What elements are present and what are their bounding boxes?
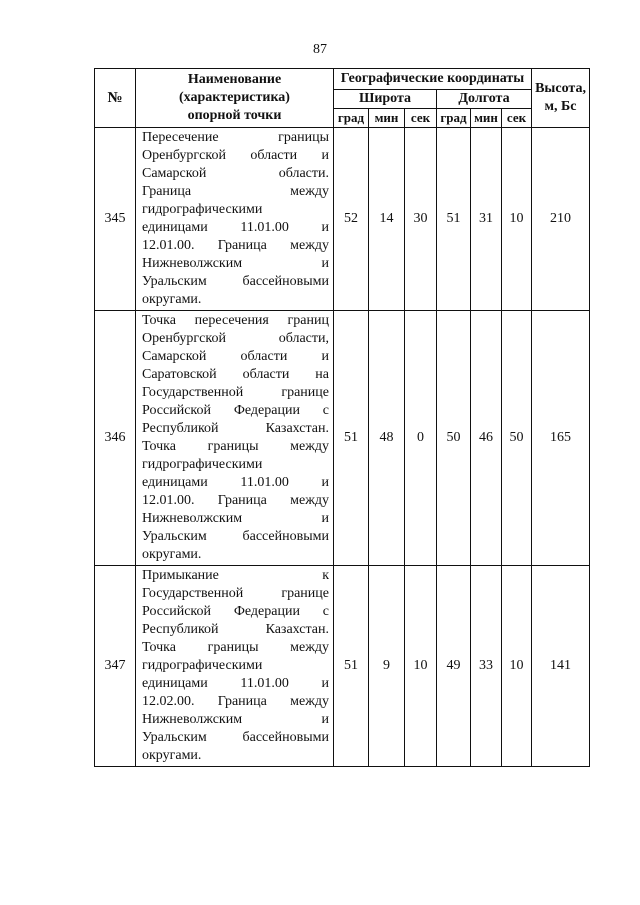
description-line: Государственной границе [142, 586, 329, 601]
description-line: Точка границы между [142, 439, 329, 454]
table-row [95, 128, 590, 311]
header-name-line: опорной точки [187, 108, 282, 123]
description-line: Уральским бассейновыми [142, 529, 329, 544]
header-latitude: Широта [334, 90, 437, 109]
latitude-seconds: 0 [405, 311, 437, 566]
description-line: Граница между [142, 184, 329, 199]
description-line: Примыкание к [142, 568, 329, 583]
description-line: Уральским бассейновыми [142, 274, 329, 289]
description-line: округами. [142, 748, 202, 763]
table-row [95, 566, 590, 767]
point-description [136, 566, 334, 767]
longitude-minutes: 31 [471, 128, 502, 311]
height-value: 210 [532, 128, 590, 311]
row-number: 345 [95, 128, 136, 311]
header-name [136, 69, 334, 128]
description-line: Российской Федерации с [142, 403, 329, 418]
latitude-degrees: 51 [334, 566, 369, 767]
description-line: Нижневолжским и [142, 256, 329, 271]
description-line: Государственной границе [142, 385, 329, 400]
description-line: округами. [142, 292, 202, 307]
latitude-degrees: 51 [334, 311, 369, 566]
header-height-line: м, Бс [544, 99, 577, 114]
description-line: единицами 11.01.00 и [142, 475, 329, 490]
description-line: Самарской области. [142, 166, 329, 181]
description-line: гидрографическими [142, 202, 263, 217]
header-number: № [95, 69, 136, 128]
point-description [136, 311, 334, 566]
header-lat-deg: град [334, 109, 369, 128]
description-line: Российской Федерации с [142, 604, 329, 619]
description-line: Уральским бассейновыми [142, 730, 329, 745]
header-lon-min: мин [471, 109, 502, 128]
height-value: 141 [532, 566, 590, 767]
description-line: 12.02.00. Граница между [142, 694, 329, 709]
longitude-seconds: 10 [502, 566, 532, 767]
longitude-seconds: 50 [502, 311, 532, 566]
description-line: единицами 11.01.00 и [142, 220, 329, 235]
latitude-seconds: 30 [405, 128, 437, 311]
description-line: гидрографическими [142, 457, 263, 472]
latitude-minutes: 9 [369, 566, 405, 767]
point-description [136, 128, 334, 311]
header-height [532, 69, 590, 128]
longitude-degrees: 49 [437, 566, 471, 767]
latitude-seconds: 10 [405, 566, 437, 767]
description-line: 12.01.00. Граница между [142, 493, 329, 508]
description-line: Самарской области и [142, 349, 329, 364]
description-line: единицами 11.01.00 и [142, 676, 329, 691]
header-lon-deg: град [437, 109, 471, 128]
row-number: 346 [95, 311, 136, 566]
description-line: Нижневолжским и [142, 712, 329, 727]
header-longitude: Долгота [437, 90, 532, 109]
description-line: округами. [142, 547, 202, 562]
longitude-minutes: 33 [471, 566, 502, 767]
description-line: Оренбургской области и [142, 148, 329, 163]
page-number: 87 [313, 42, 327, 57]
longitude-degrees: 51 [437, 128, 471, 311]
row-number: 347 [95, 566, 136, 767]
header-name-line: Наименование [187, 72, 282, 87]
description-line: Саратовской области на [142, 367, 329, 382]
description-line: 12.01.00. Граница между [142, 238, 329, 253]
latitude-minutes: 14 [369, 128, 405, 311]
latitude-minutes: 48 [369, 311, 405, 566]
longitude-seconds: 10 [502, 128, 532, 311]
description-line: Республикой Казахстан. [142, 421, 329, 436]
height-value: 165 [532, 311, 590, 566]
description-line: Точка пересечения границ [142, 313, 329, 328]
description-line: Точка границы между [142, 640, 329, 655]
reference-points-table [94, 68, 590, 767]
table-row [95, 311, 590, 566]
header-lon-sec: сек [502, 109, 532, 128]
description-line: Пересечение границы [142, 130, 329, 145]
description-line: Республикой Казахстан. [142, 622, 329, 637]
header-lat-sec: сек [405, 109, 437, 128]
header-height-line: Высота, [535, 81, 586, 96]
header-lat-min: мин [369, 109, 405, 128]
description-line: Нижневолжским и [142, 511, 329, 526]
description-line: гидрографическими [142, 658, 263, 673]
header-name-line: (характеристика) [179, 90, 290, 105]
longitude-degrees: 50 [437, 311, 471, 566]
header-geo-coordinates: Географические координаты [334, 69, 532, 90]
latitude-degrees: 52 [334, 128, 369, 311]
longitude-minutes: 46 [471, 311, 502, 566]
description-line: Оренбургской области, [142, 331, 329, 346]
